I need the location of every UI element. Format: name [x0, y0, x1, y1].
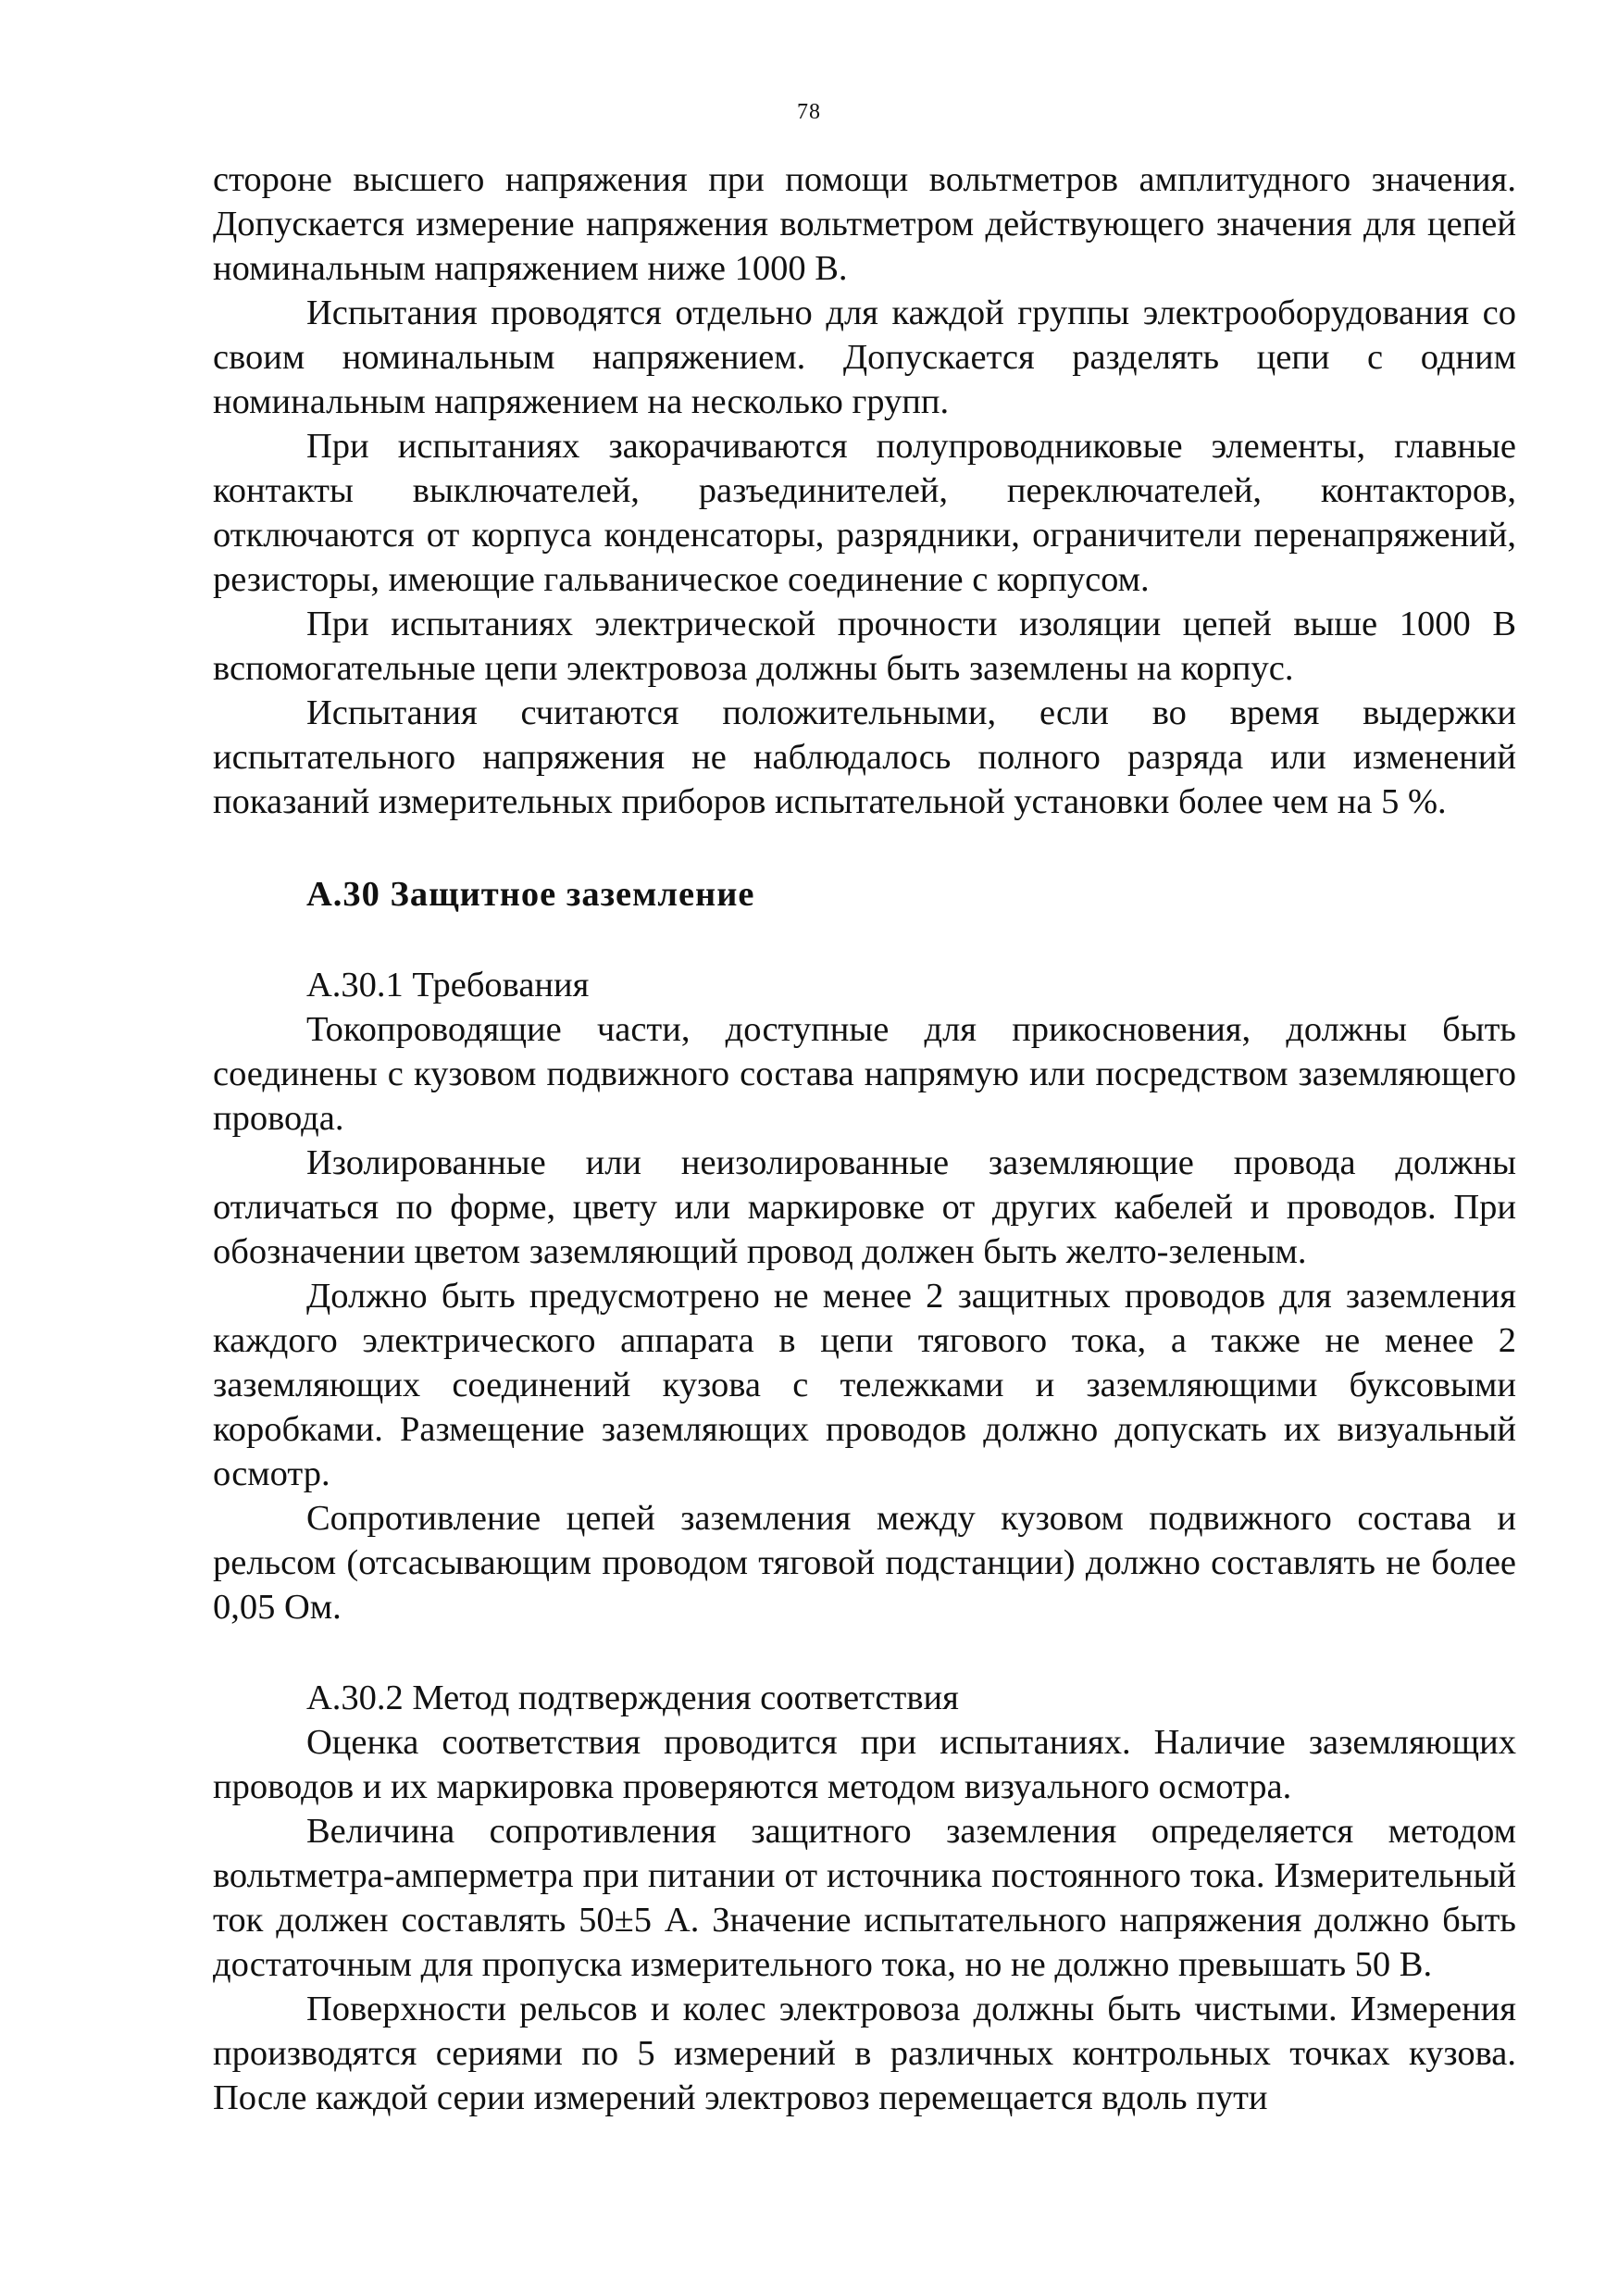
- paragraph: стороне высшего напряжения при помощи вольтметров амплитудного значения. Допускается измерение напряжения вольтметром действующего значения для цепей номинальным напряжением ниже 1000 В.: [213, 160, 1516, 288]
- section-heading: А.30 Защитное заземление: [306, 875, 755, 914]
- paragraph: Сопротивление цепей заземления между кузовом подвижного состава и рельсом (отсасывающим проводом тяговой подстанции) должно составлять не более 0,05 Ом.: [213, 1499, 1516, 1627]
- paragraph: Испытания считаются положительными, если во время выдержки испытательного напряжения не наблюдалось полного разряда или изменений показаний измерительных приборов испытательной установки более чем на 5 %.: [213, 693, 1516, 821]
- subsection-heading: А.30.1 Требования: [306, 966, 590, 1004]
- paragraph: Токопроводящие части, доступные для прикосновения, должны быть соединены с кузовом подвижного состава напрямую или посредством заземляющего провода.: [213, 1010, 1516, 1138]
- paragraph: Изолированные или неизолированные заземляющие провода должны отличаться по форме, цвету или маркировке от других кабелей и проводов. При обозначении цветом заземляющий провод должен быть желто-зеленым.: [213, 1143, 1516, 1271]
- paragraph: При испытаниях электрической прочности изоляции цепей выше 1000 В вспомогательные цепи электровоза должны быть заземлены на корпус.: [213, 605, 1516, 688]
- paragraph: Величина сопротивления защитного заземления определяется методом вольтметра-амперметра при питании от источника постоянного тока. Измерительный ток должен составлять 50±5 А. Значение испытательного напряжения должно быть достаточным для пропуска измерительного тока, но не должно превышать 50 В.: [213, 1812, 1516, 1984]
- subsection-heading: А.30.2 Метод подтверждения соответствия: [306, 1678, 959, 1717]
- paragraph: Должно быть предусмотрено не менее 2 защитных проводов для заземления каждого электрического аппарата в цепи тягового тока, а также не менее 2 заземляющих соединений кузова с тележками и заземляющими буксовыми коробками. Размещение заземляющих проводов должно допускать их визуальный осмотр.: [213, 1277, 1516, 1493]
- paragraph: При испытаниях закорачиваются полупроводниковые элементы, главные контакты выключателей, разъединителей, переключателей, контакторов, отключаются от корпуса конденсаторы, разрядники, ограничители перенапряжений, резисторы, имеющие гальваническое соединение с корпусом.: [213, 427, 1516, 599]
- document-body: [213, 157, 1516, 2120]
- paragraph: Поверхности рельсов и колес электровоза должны быть чистыми. Измерения производятся сериями по 5 измерений в различных контрольных точках кузова. После каждой серии измерений электровоз перемещается вдоль пути: [213, 1990, 1516, 2117]
- paragraph: Испытания проводятся отдельно для каждой группы электрооборудования со своим номинальным напряжением. Допускается разделять цепи с одним номинальным напряжением на несколько групп.: [213, 293, 1516, 421]
- paragraph: Оценка соответствия проводится при испытаниях. Наличие заземляющих проводов и их маркировка проверяются методом визуального осмотра.: [213, 1723, 1516, 1806]
- page-number: 78: [797, 100, 821, 124]
